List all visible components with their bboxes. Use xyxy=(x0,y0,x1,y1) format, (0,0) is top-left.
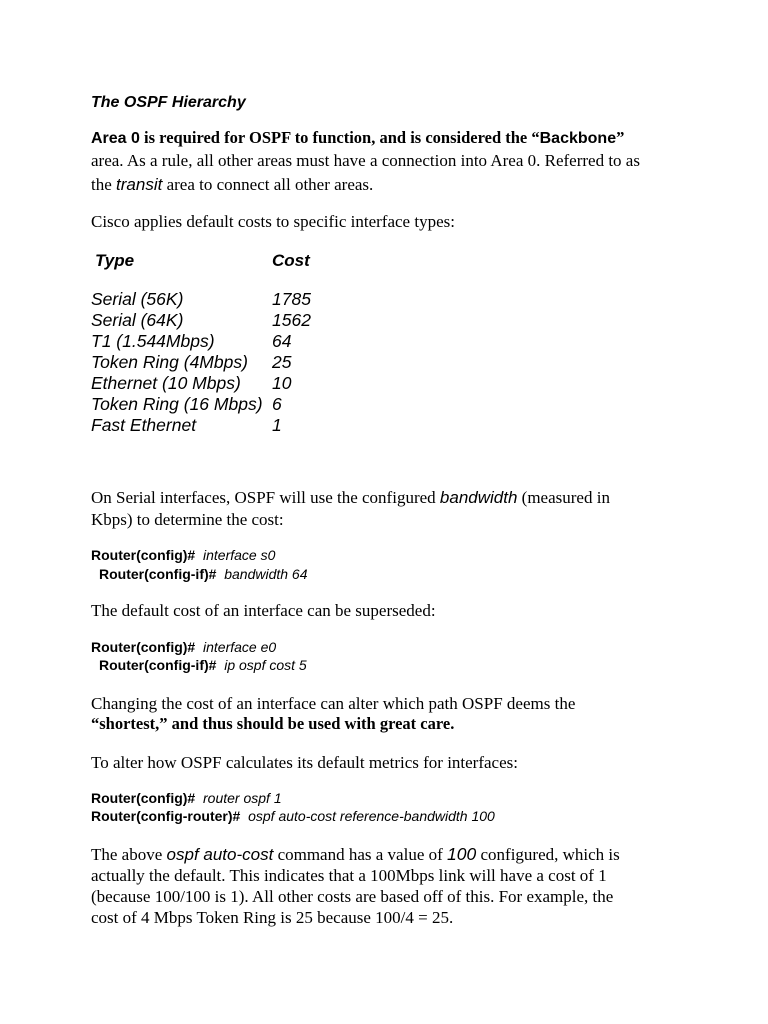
table-cell-cost: 25 xyxy=(272,352,292,372)
value-term: 100 xyxy=(447,844,477,864)
table-header-cost: Cost xyxy=(272,251,310,270)
config-line xyxy=(99,566,308,582)
area-paragraph-line1 xyxy=(91,128,624,148)
backbone-term: Backbone xyxy=(539,130,617,147)
changing-paragraph-line2: “shortest,” and thus should be used with great care. xyxy=(91,714,455,733)
serial-paragraph-line1 xyxy=(91,488,610,508)
transit-term: transit xyxy=(116,175,163,194)
config-command: bandwidth 64 xyxy=(224,566,308,582)
changing-paragraph-line1: Changing the cost of an interface can alter which path OSPF deems the xyxy=(91,694,576,713)
config-prompt: Router(config)# xyxy=(91,547,196,563)
autocost-term: ospf auto-cost xyxy=(166,845,274,864)
line3-post: area to connect all other areas. xyxy=(162,175,374,194)
table-header-type: Type xyxy=(95,251,135,270)
config-line xyxy=(91,547,275,563)
table-cell-type: Serial (64K) xyxy=(91,310,184,330)
table-cell-type: Serial (56K) xyxy=(91,289,184,309)
final-post: configured, which is xyxy=(476,845,620,864)
area-mid-text: is required for OSPF to function, and is considered the “ xyxy=(139,128,540,147)
config-command: ip ospf cost 5 xyxy=(224,657,307,673)
page-title: The OSPF Hierarchy xyxy=(91,94,246,111)
table-cell-cost: 6 xyxy=(272,394,282,414)
config-command: interface s0 xyxy=(203,547,276,563)
table-cell-type: T1 (1.544Mbps) xyxy=(91,331,215,351)
table-cell-type: Token Ring (16 Mbps) xyxy=(91,394,263,414)
config-command: interface e0 xyxy=(203,639,277,655)
serial-pre: On Serial interfaces, OSPF will use the configured xyxy=(91,488,440,507)
table-cell-cost: 1562 xyxy=(272,310,311,330)
config-line xyxy=(91,639,276,655)
final-paragraph-line4: cost of 4 Mbps Token Ring is 25 because 100/4 = 25. xyxy=(91,908,454,927)
table-cell-cost: 1 xyxy=(272,415,282,435)
final-mid: command has a value of xyxy=(273,845,448,864)
alter-text: To alter how OSPF calculates its default metrics for interfaces: xyxy=(91,753,518,772)
area-0-term: Area 0 xyxy=(91,130,140,147)
config-line xyxy=(91,808,495,824)
config-command: router ospf 1 xyxy=(203,790,282,806)
config-prompt: Router(config-if)# xyxy=(99,657,217,673)
table-cell-type: Token Ring (4Mbps) xyxy=(91,352,248,372)
serial-post: (measured in xyxy=(517,488,610,507)
table-cell-cost: 1785 xyxy=(272,289,311,309)
close-quote: ” xyxy=(616,128,625,147)
config-prompt: Router(config-if)# xyxy=(99,566,217,582)
final-paragraph-line2: actually the default. This indicates that a 100Mbps link will have a cost of 1 xyxy=(91,866,607,885)
config-command: ospf auto-cost reference-bandwidth 100 xyxy=(248,808,495,824)
bandwidth-term: bandwidth xyxy=(439,488,518,507)
final-paragraph-line1 xyxy=(91,844,620,865)
table-cell-type: Ethernet (10 Mbps) xyxy=(91,373,241,393)
line3-pre: the xyxy=(91,175,117,194)
area-paragraph-line2: area. As a rule, all other areas must have a connection into Area 0. Referred to as xyxy=(91,151,640,170)
config-line xyxy=(91,790,282,806)
config-prompt: Router(config-router)# xyxy=(91,808,241,824)
table-cell-cost: 10 xyxy=(272,373,292,393)
config-prompt: Router(config)# xyxy=(91,639,196,655)
supersede-text: The default cost of an interface can be superseded: xyxy=(91,601,436,620)
table-cell-type: Fast Ethernet xyxy=(91,415,197,435)
final-paragraph-line3: (because 100/100 is 1). All other costs are based off of this. For example, the xyxy=(91,887,614,906)
cisco-intro: Cisco applies default costs to specific interface types: xyxy=(91,212,455,231)
config-prompt: Router(config)# xyxy=(91,790,196,806)
table-cell-cost: 64 xyxy=(272,331,292,351)
serial-paragraph-line2: Kbps) to determine the cost: xyxy=(91,510,284,529)
area-paragraph-line3 xyxy=(91,175,373,195)
final-pre: The above xyxy=(91,845,167,864)
config-line xyxy=(99,657,307,673)
